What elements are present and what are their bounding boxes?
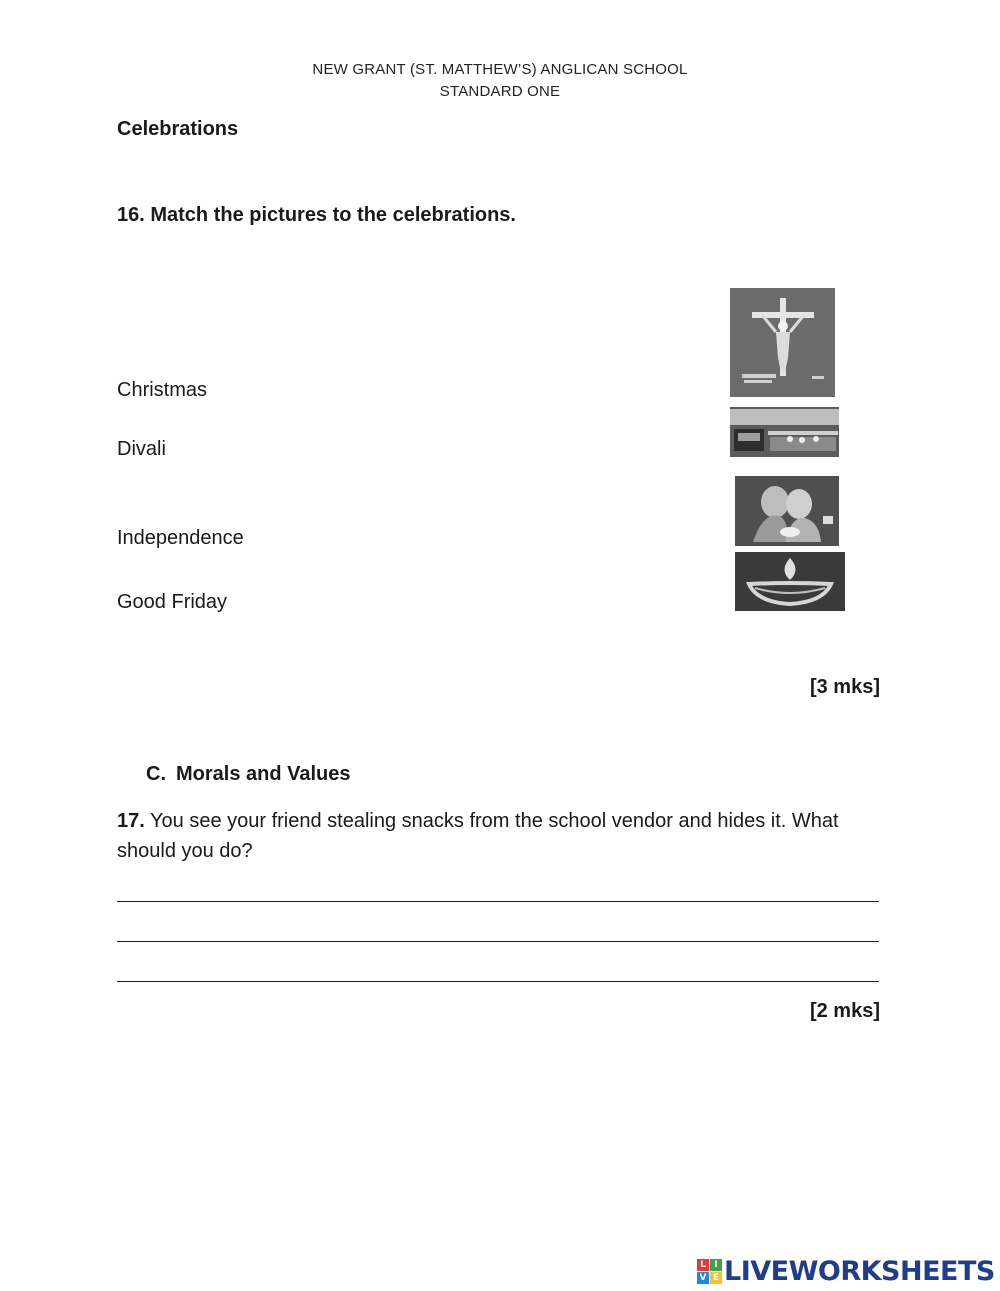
question-16-prompt: 16. Match the pictures to the celebrations. [117,204,516,226]
q16-marks: [3 mks] [809,676,880,698]
option-good-friday[interactable]: Good Friday [117,591,228,613]
section-title: Celebrations [117,118,239,140]
q17-marks: [2 mks] [809,1000,880,1022]
option-divali[interactable]: Divali [117,438,166,460]
question-17 [117,806,887,866]
answer-line-1[interactable] [117,901,879,902]
section-c-letter: C. [146,763,166,785]
badge-letter-e: E [710,1272,722,1284]
answer-line-2[interactable] [117,941,879,942]
standard-label: STANDARD ONE [439,83,561,100]
nativity-picture[interactable] [735,476,839,546]
crucifix-picture[interactable] [730,288,835,397]
option-christmas[interactable]: Christmas [117,379,208,401]
badge-letter-l: L [697,1259,709,1271]
diya-lamp-picture[interactable] [735,552,845,611]
option-independence[interactable]: Independence [117,527,244,549]
logo-wordmark: LIVEWORKSHEETS [724,1255,995,1287]
section-c-title: Morals and Values [176,763,351,785]
answer-line-3[interactable] [117,981,879,982]
question-17-number: 17. [117,810,145,832]
logo-badge-icon [697,1259,722,1284]
question-17-text: You see your friend stealing snacks from the school vendor and hides it. What should you do? [117,810,839,862]
badge-letter-i: I [710,1259,722,1271]
badge-letter-v: V [697,1272,709,1284]
parade-picture[interactable] [730,407,839,457]
liveworksheets-logo [697,1256,995,1286]
school-name: NEW GRANT (ST. MATTHEW’S) ANGLICAN SCHOOL [312,61,688,78]
